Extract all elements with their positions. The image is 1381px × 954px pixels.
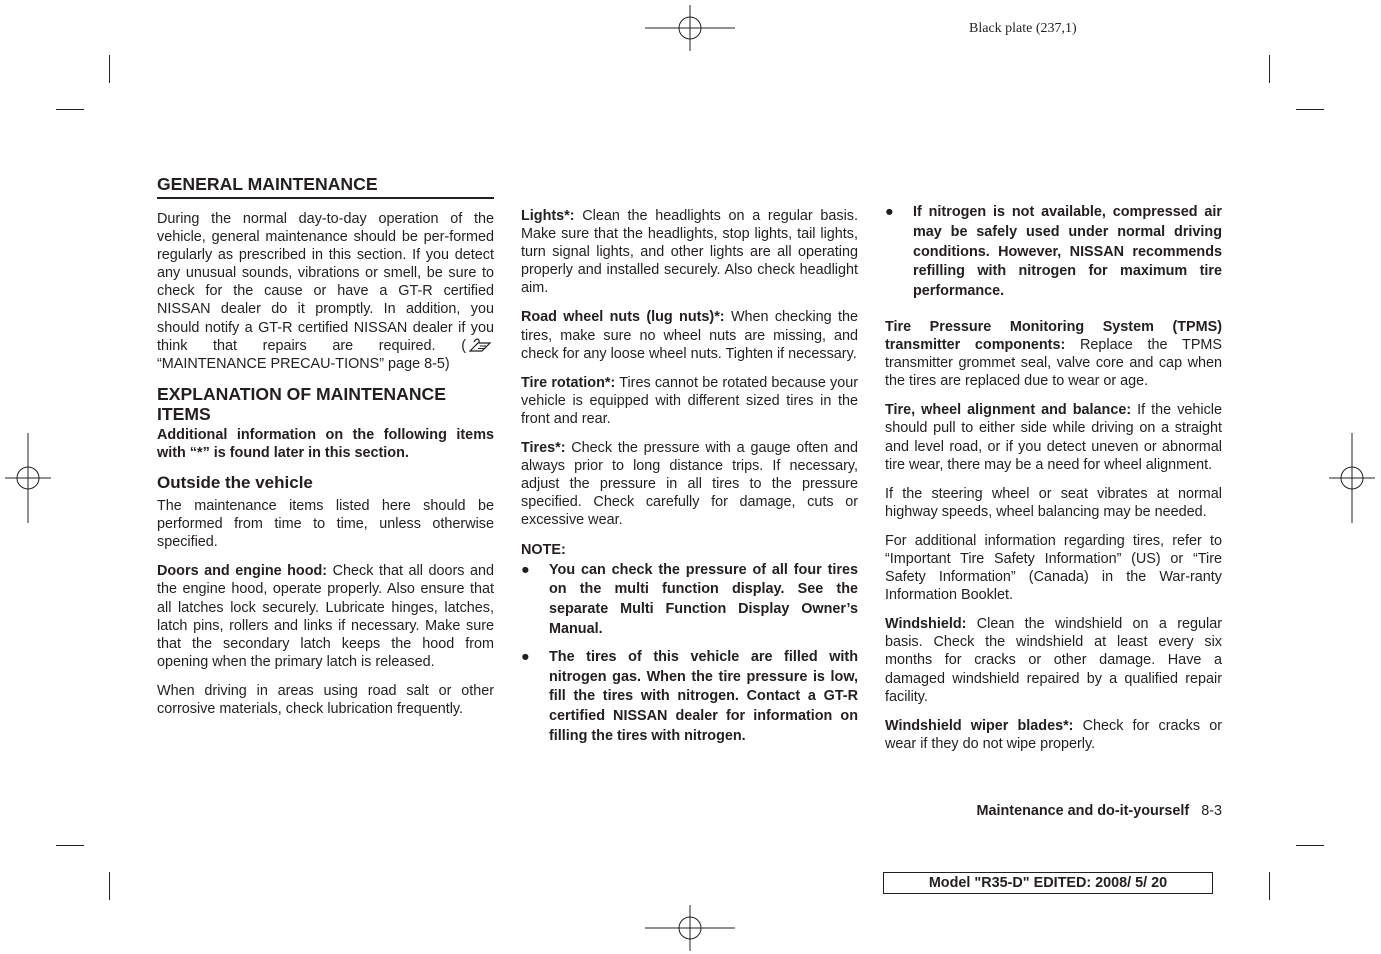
column-1: [157, 174, 494, 729]
rotation-label: Tire rotation*:: [521, 374, 616, 391]
bullet-icon: ●: [885, 204, 894, 220]
registration-mark-icon: [1329, 433, 1375, 523]
doors-label: Doors and engine hood:: [157, 563, 328, 580]
bold-note: Additional information on the following items with “*” is found later in this section.: [157, 426, 494, 461]
bullet-icon: ●: [521, 561, 530, 578]
intro-paragraph: [157, 210, 494, 373]
lights-paragraph: [521, 207, 858, 297]
rotation-text: Tires cannot be rotated because your vehicle is equipped with different sized tires in the front and rear.: [521, 374, 858, 427]
tires-label: Tires*:: [521, 440, 566, 457]
crop-mark: [109, 55, 110, 83]
bullet-text: The tires of this vehicle are filled with nitrogen gas. When the tire pressure is low, fill the tires with nitrogen. Contact a GT-R certified NISSAN dealer for information on filling the tires with nitrogen.: [549, 648, 858, 744]
doors-text: Check that all doors and the engine hood, operate properly. Also ensure that all latches lock securely. Lubricate hinges, latches, latch pins, rollers and links if necessary. Make sure that the secondary latch keeps the hood from opening when the primary latch is released.: [157, 563, 494, 670]
windshield-text: Clean the windshield on a regular basis. Check the windshield at least every six months for cracks or other damage. Have a damaged windshield repaired by a qualified repair facility.: [885, 616, 1222, 705]
tpms-paragraph: [885, 318, 1222, 390]
crop-mark: [56, 845, 84, 846]
outside-heading: Outside the vehicle: [157, 473, 313, 493]
lights-label: Lights*:: [521, 208, 575, 224]
outside-paragraph: The maintenance items listed here should be performed from time to time, unless otherwise specified.: [157, 498, 494, 551]
bullet-item: [521, 561, 858, 640]
column-2: [521, 207, 858, 755]
salt-paragraph: When driving in areas using road salt or other corrosive materials, check lubrication frequently.: [157, 682, 494, 717]
registration-mark-icon: [5, 433, 51, 523]
section-heading: GENERAL MAINTENANCE: [157, 174, 494, 199]
wiper-paragraph: [885, 717, 1222, 753]
vibration-paragraph: If the steering wheel or seat vibrates at normal highway speeds, wheel balancing may be needed.: [885, 485, 1222, 520]
tires-paragraph: [521, 439, 858, 529]
crop-mark: [1269, 872, 1270, 900]
doors-paragraph: [157, 562, 494, 671]
alignment-label: Tire, wheel alignment and balance:: [885, 402, 1132, 419]
tpms-label: Tire Pressure Monitoring System (TPMS) transmitter components:: [885, 318, 1222, 354]
bullet-item: [885, 203, 1222, 302]
plate-label: Black plate (237,1): [969, 21, 1077, 36]
windshield-paragraph: [885, 615, 1222, 705]
rotation-paragraph: [521, 374, 858, 428]
windshield-label: Windshield:: [885, 616, 967, 633]
alignment-text: If the vehicle should pull to either side while driving on a straight and level road, or if you detect uneven or abnormal tire wear, there may be a need for wheel alignment.: [885, 402, 1222, 473]
wiper-label: Windshield wiper blades*:: [885, 717, 1074, 734]
tpms-text: Replace the TPMS transmitter grommet seal, valve core and cap when the tires are replaced due to wear or age.: [885, 337, 1223, 390]
crop-mark: [1269, 55, 1270, 83]
reference-book-icon: [468, 337, 492, 353]
bullet-item: [521, 648, 858, 747]
tire-info-paragraph: For additional information regarding tires, refer to “Important Tire Safety Information” (US) or “Tire Safety Information” (Canada) in the War-ranty Information Booklet.: [885, 532, 1222, 604]
subsection-heading: EXPLANATION OF MAINTENANCE ITEMS: [157, 383, 446, 424]
crop-mark: [109, 872, 110, 900]
bullet-icon: ●: [521, 648, 530, 665]
lights-text: Clean the headlights on a regular basis. Make sure that the headlights, stop lights, tail lights, turn signal lights, and other lights are all operating properly and installed securely. Also check headlight aim.: [521, 208, 858, 297]
tires-text: Check the pressure with a gauge often and always prior to long distance trips. If necessary, adjust the pressure in all tires to the pressure specified. Check carefully for damage, cuts or excessive wear.: [521, 440, 858, 529]
crop-mark: [1296, 109, 1324, 110]
column-3: [885, 203, 1222, 764]
crop-mark: [1296, 845, 1324, 846]
registration-mark-icon: [645, 5, 735, 51]
wheel-nuts-paragraph: [521, 308, 858, 362]
alignment-paragraph: [885, 401, 1222, 473]
wheel-nuts-text: When checking the tires, make sure no wheel nuts are missing, and check for any loose wheel nuts. Tighten if necessary.: [521, 309, 858, 362]
crop-mark: [56, 109, 84, 110]
bullet-text: You can check the pressure of all four tires on the multi function display. See the separate Multi Function Display Owner’s Manual.: [549, 561, 858, 637]
footer-section-title: Maintenance and do-it-yourself: [976, 803, 1190, 819]
page-footer: [900, 803, 1222, 819]
intro-reference: “MAINTENANCE PRECAU-TIONS” page 8-5): [157, 355, 450, 372]
wiper-text: Check for cracks or wear if they do not wipe properly.: [885, 717, 1223, 752]
note-label: NOTE:: [521, 541, 566, 558]
bullet-text: If nitrogen is not available, compressed air may be safely used under normal driving conditions. However, NISSAN recommends refilling with nitrogen for maximum tire performance.: [913, 204, 1222, 300]
model-edit-box: Model "R35-D" EDITED: 2008/ 5/ 20: [883, 872, 1213, 894]
page-number: 8-3: [1201, 803, 1222, 819]
registration-mark-icon: [645, 905, 735, 951]
wheel-nuts-label: Road wheel nuts (lug nuts)*:: [521, 309, 725, 326]
intro-text: During the normal day-to-day operation of the vehicle, general maintenance should be per-formed regularly as prescribed in this section. If you detect any unusual sounds, vibrations or smell, be sure to check for the cause or have a GT-R certified NISSAN dealer do it promptly. In addition, you should notify a GT-R certified NISSAN dealer if you think that repairs are required. (: [157, 211, 494, 354]
